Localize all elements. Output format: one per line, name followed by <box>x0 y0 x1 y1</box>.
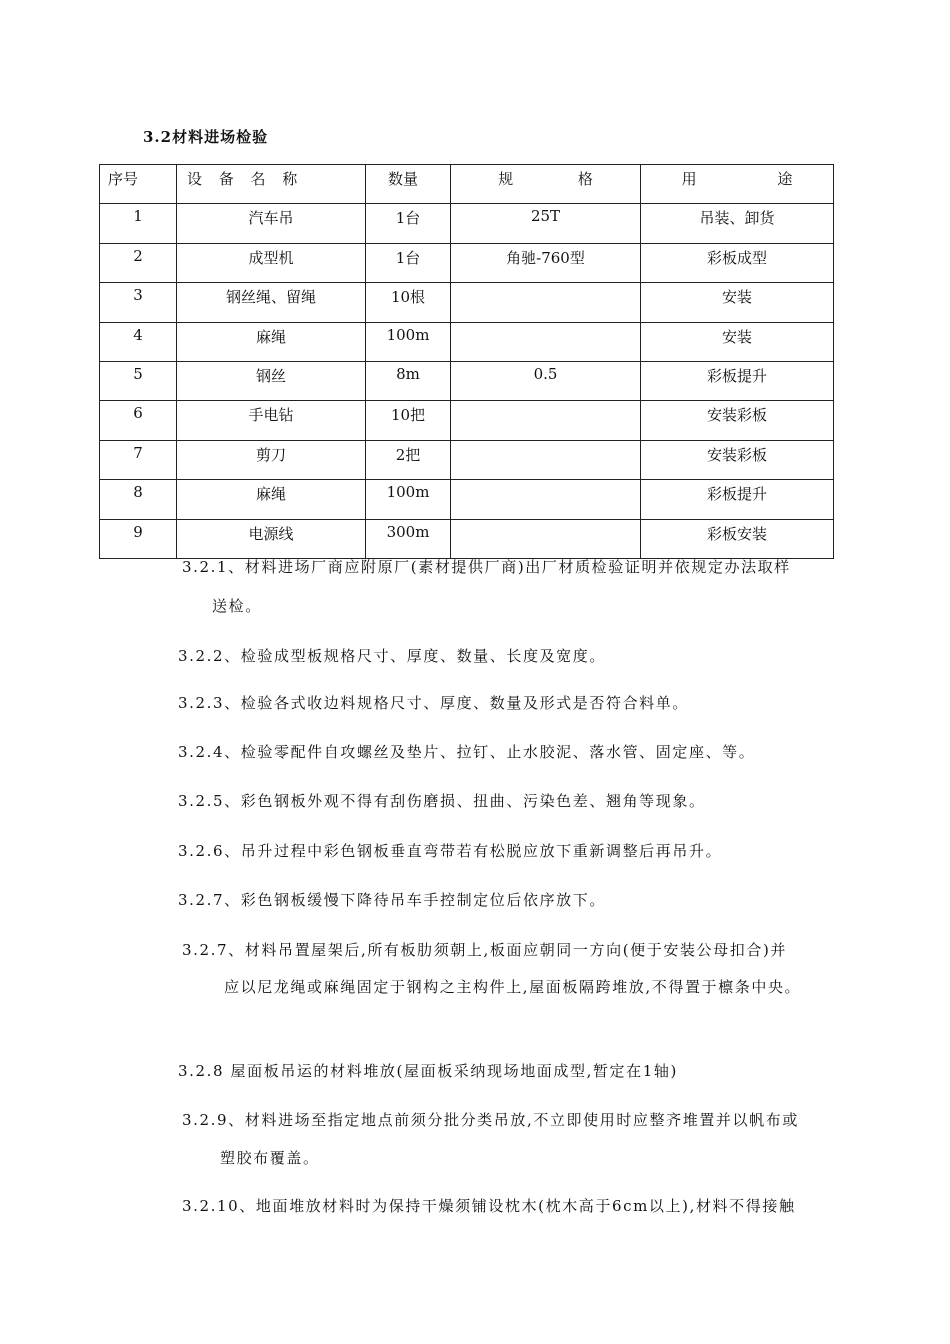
cell-name: 手电钻 <box>177 401 366 440</box>
header-qty: 数量 <box>366 165 451 204</box>
cell-use: 彩板安装 <box>641 519 834 558</box>
cell-name: 钢丝绳、留绳 <box>177 283 366 322</box>
paragraph-line: 3.2.2、检验成型板规格尺寸、厚度、数量、长度及宽度。 <box>178 647 606 665</box>
paragraph-line: 3.2.5、彩色钢板外观不得有刮伤磨损、扭曲、污染色差、翘角等现象。 <box>178 792 706 810</box>
cell-qty: 1台 <box>366 243 451 282</box>
cell-use: 安装 <box>641 322 834 361</box>
paragraph-line: 3.2.3、检验各式收边料规格尺寸、厚度、数量及形式是否符合料单。 <box>178 694 689 712</box>
cell-name: 麻绳 <box>177 480 366 519</box>
header-seq: 序号 <box>100 165 177 204</box>
paragraph-line: 3.2.7、材料吊置屋架后,所有板肋须朝上,板面应朝同一方向(便于安装公母扣合)并 <box>182 941 788 959</box>
paragraph-line-continued: 送检。 <box>212 597 262 615</box>
paragraph-line: 3.2.4、检验零配件自攻螺丝及垫片、拉钉、止水胶泥、落水管、固定座、等。 <box>178 743 756 761</box>
cell-spec <box>451 480 641 519</box>
cell-qty: 300m <box>366 519 451 558</box>
table-header-row <box>100 165 834 204</box>
header-name: 设 备 名 称 <box>177 165 366 204</box>
cell-use: 彩板提升 <box>641 361 834 400</box>
cell-spec <box>451 401 641 440</box>
table-row <box>100 519 834 558</box>
cell-qty: 100m <box>366 322 451 361</box>
table-row <box>100 243 834 282</box>
cell-seq: 6 <box>100 401 177 440</box>
paragraph-line: 3.2.8 屋面板吊运的材料堆放(屋面板采纳现场地面成型,暂定在1轴) <box>178 1062 678 1080</box>
cell-spec <box>451 322 641 361</box>
cell-use: 吊装、卸货 <box>641 204 834 243</box>
cell-seq: 8 <box>100 480 177 519</box>
cell-seq: 5 <box>100 361 177 400</box>
cell-name: 剪刀 <box>177 440 366 479</box>
header-use: 用 途 <box>641 165 834 204</box>
cell-spec: 25T <box>451 204 641 243</box>
table-row <box>100 480 834 519</box>
header-spec: 规 格 <box>451 165 641 204</box>
cell-use: 安装 <box>641 283 834 322</box>
cell-seq: 2 <box>100 243 177 282</box>
cell-seq: 1 <box>100 204 177 243</box>
paragraph-line: 3.2.6、吊升过程中彩色钢板垂直弯带若有松脱应放下重新调整后再吊升。 <box>178 842 723 860</box>
cell-spec <box>451 283 641 322</box>
paragraph-line: 3.2.10、地面堆放材料时为保持干燥须铺设枕木(枕木高于6cm以上),材料不得接触 <box>182 1197 796 1215</box>
section-heading: 3.2材料进场检验 <box>143 128 269 146</box>
cell-use: 彩板提升 <box>641 480 834 519</box>
table-row <box>100 361 834 400</box>
cell-spec <box>451 440 641 479</box>
cell-seq: 7 <box>100 440 177 479</box>
cell-qty: 100m <box>366 480 451 519</box>
cell-spec: 角驰-760型 <box>451 243 641 282</box>
cell-seq: 4 <box>100 322 177 361</box>
equipment-table <box>99 164 834 559</box>
cell-name: 成型机 <box>177 243 366 282</box>
cell-name: 汽车吊 <box>177 204 366 243</box>
cell-seq: 3 <box>100 283 177 322</box>
table-row <box>100 283 834 322</box>
table-row <box>100 401 834 440</box>
cell-spec <box>451 519 641 558</box>
table-row <box>100 322 834 361</box>
paragraph-line: 3.2.7、彩色钢板缓慢下降待吊车手控制定位后依序放下。 <box>178 891 606 909</box>
cell-qty: 2把 <box>366 440 451 479</box>
cell-qty: 10把 <box>366 401 451 440</box>
table-row <box>100 204 834 243</box>
cell-use: 安装彩板 <box>641 401 834 440</box>
paragraph-line-continued: 塑胶布覆盖。 <box>220 1149 320 1167</box>
table-row <box>100 440 834 479</box>
cell-name: 钢丝 <box>177 361 366 400</box>
cell-name: 电源线 <box>177 519 366 558</box>
cell-name: 麻绳 <box>177 322 366 361</box>
paragraph-line: 3.2.9、材料进场至指定地点前须分批分类吊放,不立即使用时应整齐堆置并以帆布或 <box>182 1111 799 1129</box>
cell-qty: 1台 <box>366 204 451 243</box>
cell-use: 彩板成型 <box>641 243 834 282</box>
cell-seq: 9 <box>100 519 177 558</box>
paragraph-line: 3.2.1、材料进场厂商应附原厂(素材提供厂商)出厂材质检验证明并依规定办法取样 <box>182 558 791 576</box>
paragraph-line-continued: 应以尼龙绳或麻绳固定于钢构之主构件上,屋面板隔跨堆放,不得置于檩条中央。 <box>224 978 802 996</box>
cell-use: 安装彩板 <box>641 440 834 479</box>
cell-qty: 10根 <box>366 283 451 322</box>
cell-qty: 8m <box>366 361 451 400</box>
cell-spec: 0.5 <box>451 361 641 400</box>
